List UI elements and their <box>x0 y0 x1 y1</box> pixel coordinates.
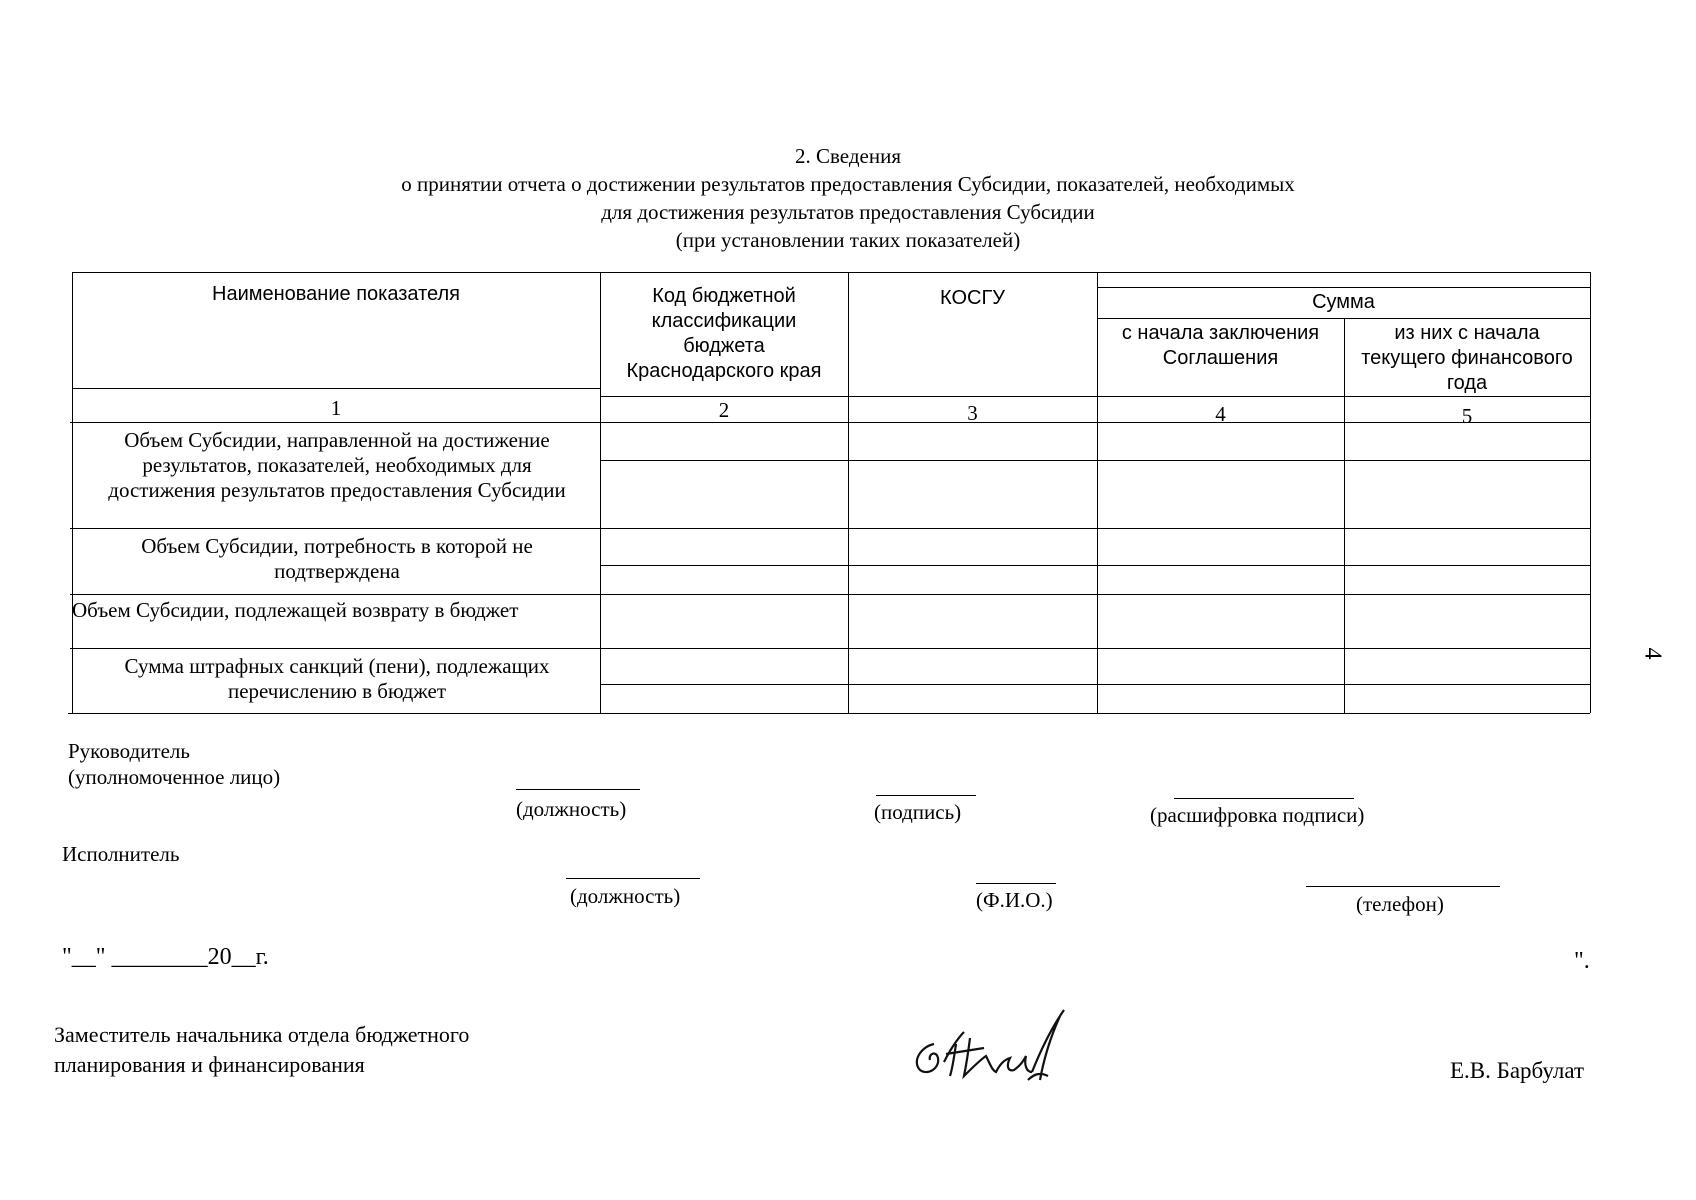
title-line-3: для достижения результатов предоставления Субсидии <box>601 200 1095 224</box>
table-line <box>72 272 73 713</box>
fio-line <box>976 883 1056 884</box>
signature-caption: (подпись) <box>874 800 962 824</box>
table-line <box>70 528 1590 529</box>
authorized-person-label: (уполномоченное лицо) <box>68 765 281 789</box>
header-current-year: из них с начала текущего финансового года <box>1361 322 1573 394</box>
position-line <box>566 878 700 879</box>
closing-quote: ". <box>1574 948 1590 974</box>
phone-caption: (телефон) <box>1356 892 1444 916</box>
table-line <box>68 713 1590 714</box>
column-number: 5 <box>1461 404 1473 428</box>
document-title <box>0 142 1696 254</box>
column-number: 1 <box>330 396 342 420</box>
position-line <box>516 789 640 790</box>
table-line <box>72 272 1590 273</box>
header-kosgu: КОСГУ <box>940 287 1005 309</box>
table-line <box>600 396 1590 397</box>
column-number: 2 <box>718 398 730 422</box>
title-line-2: о принятии отчета о достижении результатов предоставления Субсидии, показателей, необходимых <box>401 172 1295 196</box>
table-line <box>70 648 1590 649</box>
position-caption: (должность) <box>570 884 681 908</box>
decoding-line <box>1174 798 1354 799</box>
head-label: Руководитель <box>68 739 190 763</box>
table-line <box>600 684 1590 685</box>
title-line-4: (при установлении таких показателей) <box>675 228 1021 252</box>
table-line <box>848 272 849 713</box>
deputy-title-line-1: Заместитель начальника отдела бюджетного <box>54 1022 470 1047</box>
table-line <box>600 460 1590 461</box>
signature-line <box>876 795 976 796</box>
signer-name: Е.В. Барбулат <box>1450 1058 1585 1083</box>
deputy-title-line-2: планирования и финансирования <box>54 1052 365 1077</box>
table-line <box>1097 287 1590 288</box>
column-number: 4 <box>1215 402 1226 426</box>
handwritten-signature <box>900 1002 1100 1092</box>
header-budget-code: Код бюджетной классификации бюджета Краснодарского края <box>626 285 822 382</box>
page-number: 4 <box>1639 647 1666 660</box>
header-sum: Сумма <box>1312 291 1375 313</box>
row-label: Сумма штрафных санкций (пени), подлежащих перечислению в бюджет <box>124 654 550 703</box>
column-number: 3 <box>967 401 978 425</box>
header-indicator-name: Наименование показателя <box>212 283 460 305</box>
executor-label: Исполнитель <box>62 842 180 866</box>
fio-caption: (Ф.И.О.) <box>976 888 1053 912</box>
row-label: Объем Субсидии, потребность в которой не подтверждена <box>141 534 533 583</box>
decoding-caption: (расшифровка подписи) <box>1150 803 1365 827</box>
table-line <box>72 388 600 389</box>
phone-line <box>1306 886 1500 887</box>
position-caption: (должность) <box>516 797 627 821</box>
row-label: Объем Субсидии, подлежащей возврату в бюджет <box>72 598 519 622</box>
table-line <box>600 565 1590 566</box>
row-label: Объем Субсидии, направленной на достижение результатов, показателей, необходимых для достижения результатов предоставления Субсидии <box>108 428 566 502</box>
table-line <box>1590 272 1591 713</box>
table-line <box>70 594 1590 595</box>
title-line-1: 2. Сведения <box>795 144 901 168</box>
header-since-agreement: с начала заключения Соглашения <box>1121 322 1320 369</box>
date-field: "__" ________20__г. <box>62 944 269 970</box>
